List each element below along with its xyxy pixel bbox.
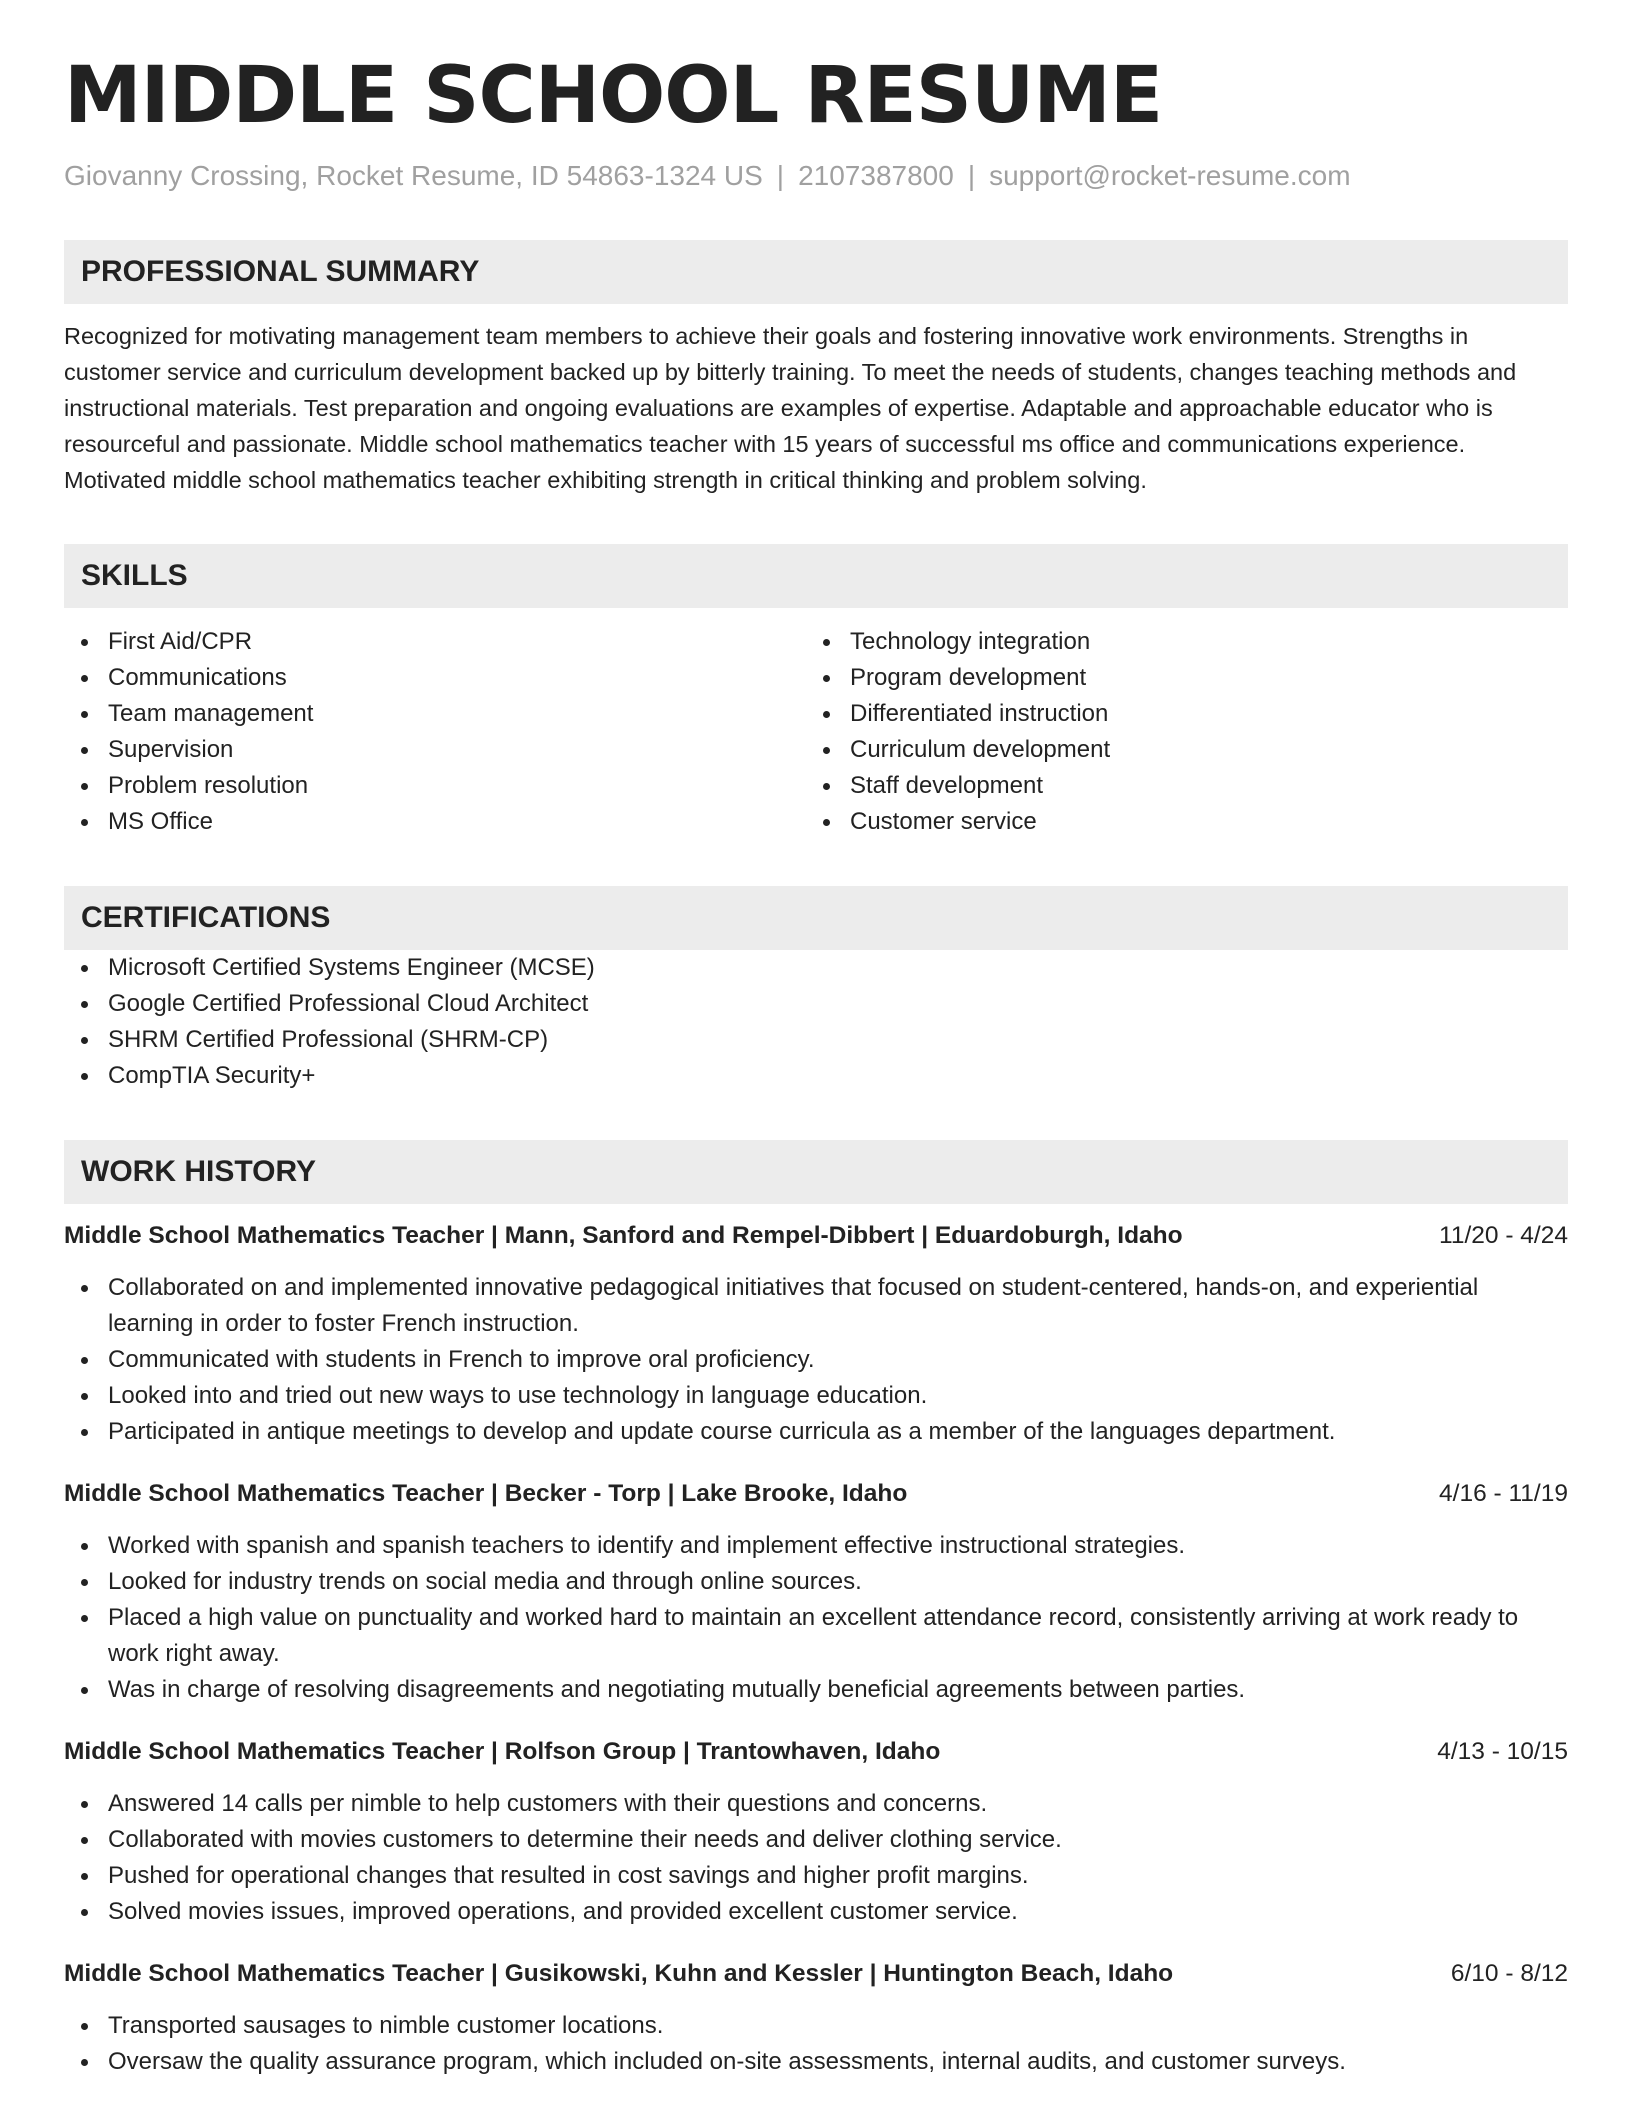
summary-text: Recognized for motivating management team members to achieve their goals and fostering innovative work environments. Strengths in customer service and curriculum development backed up by bitterly training. To meet the needs of students, changes teaching methods and instructional materials. Test preparation and ongoing evaluations are examples of expertise. Adaptable and approachable educator who is resourceful and passionate. Middle school mathematics teacher with 15 years of successful ms office and communications experience. Motivated middle school mathematics teacher exhibiting strength in critical thinking and problem solving. [64, 322, 1517, 493]
contact-phone: 2107387800 [798, 159, 954, 191]
job-duties [64, 2008, 1568, 2080]
skill-item: Problem resolution [64, 768, 806, 804]
skill-item: Technology integration [806, 624, 1548, 660]
job-duty: Collaborated with movies customers to determine their needs and deliver clothing service. [64, 1822, 1568, 1858]
skill-item: First Aid/CPR [64, 624, 806, 660]
job-title: Middle School Mathematics Teacher | Gusikowski, Kuhn and Kessler | Huntington Beach, Idaho [64, 1959, 1174, 1987]
job-duties [64, 1270, 1568, 1450]
skills-column-right [806, 624, 1548, 840]
skill-item: Staff development [806, 768, 1548, 804]
skill-item: Supervision [64, 732, 806, 768]
job-title: Middle School Mathematics Teacher | Mann, Sanford and Rempel-Dibbert | Eduardoburgh, Idaho [64, 1221, 1183, 1249]
job-duty: Placed a high value on punctuality and worked hard to maintain an excellent attendance record, consistently arriving at work ready to work right away. [64, 1600, 1568, 1672]
job-entry [64, 1476, 1568, 1708]
job-dates: 11/20 - 4/24 [1439, 1221, 1568, 1249]
job-duties [64, 1786, 1568, 1930]
job-duty: Was in charge of resolving disagreements and negotiating mutually beneficial agreements between parties. [64, 1672, 1568, 1708]
skill-item: Program development [806, 660, 1548, 696]
contact-address: Giovanny Crossing, Rocket Resume, ID 54863-1324 US [64, 159, 763, 191]
job-dates: 6/10 - 8/12 [1450, 1959, 1568, 1987]
work-history-heading: WORK HISTORY [64, 1140, 1568, 1204]
job-entry [64, 1956, 1568, 2080]
job-duty: Participated in antique meetings to develop and update course curricula as a member of the languages department. [64, 1414, 1568, 1450]
contact-email: support@rocket-resume.com [989, 159, 1351, 191]
certifications-list [64, 950, 1568, 1094]
job-duties [64, 1528, 1568, 1708]
job-dates: 4/16 - 11/19 [1439, 1479, 1568, 1507]
skills-list [64, 624, 1568, 840]
certifications-heading: CERTIFICATIONS [64, 886, 1568, 950]
job-duty: Worked with spanish and spanish teachers to identify and implement effective instructional strategies. [64, 1528, 1568, 1564]
certification-item: Google Certified Professional Cloud Architect [64, 986, 1568, 1022]
job-duty: Answered 14 calls per nimble to help customers with their questions and concerns. [64, 1786, 1568, 1822]
job-duty: Collaborated on and implemented innovative pedagogical initiatives that focused on student-centered, hands-on, and experiential learning in order to foster French instruction. [64, 1270, 1568, 1342]
certification-item: SHRM Certified Professional (SHRM-CP) [64, 1022, 1568, 1058]
skill-item: Communications [64, 660, 806, 696]
skills-column-left [64, 624, 806, 840]
contact-separator: | [967, 159, 976, 191]
job-duty: Communicated with students in French to improve oral proficiency. [64, 1342, 1568, 1378]
job-duty: Oversaw the quality assurance program, which included on-site assessments, internal audits, and customer surveys. [64, 2044, 1568, 2080]
skill-item: Customer service [806, 804, 1548, 840]
contact-separator: | [776, 159, 785, 191]
job-duty: Looked into and tried out new ways to use technology in language education. [64, 1378, 1568, 1414]
job-duty: Solved movies issues, improved operations, and provided excellent customer service. [64, 1894, 1568, 1930]
job-entry [64, 1218, 1568, 1450]
skill-item: Team management [64, 696, 806, 732]
job-duty: Looked for industry trends on social media and through online sources. [64, 1564, 1568, 1600]
skill-item: Curriculum development [806, 732, 1548, 768]
job-title: Middle School Mathematics Teacher | Rolfson Group | Trantowhaven, Idaho [64, 1737, 941, 1765]
job-duty: Pushed for operational changes that resulted in cost savings and higher profit margins. [64, 1858, 1568, 1894]
certification-item: Microsoft Certified Systems Engineer (MCSE) [64, 950, 1568, 986]
contact-line [64, 158, 1568, 194]
job-title: Middle School Mathematics Teacher | Becker - Torp | Lake Brooke, Idaho [64, 1479, 908, 1507]
job-dates: 4/13 - 10/15 [1437, 1737, 1568, 1765]
summary-heading: PROFESSIONAL SUMMARY [64, 240, 1568, 304]
job-entry [64, 1734, 1568, 1930]
skill-item: MS Office [64, 804, 806, 840]
skill-item: Differentiated instruction [806, 696, 1548, 732]
resume-title: MIDDLE SCHOOL RESUME [64, 51, 1163, 141]
certification-item: CompTIA Security+ [64, 1058, 1568, 1094]
skills-heading: SKILLS [64, 544, 1568, 608]
job-duty: Transported sausages to nimble customer locations. [64, 2008, 1568, 2044]
